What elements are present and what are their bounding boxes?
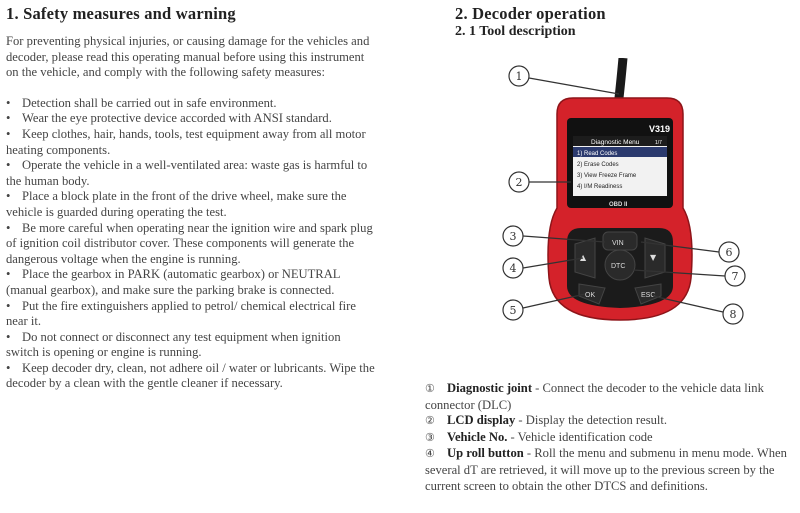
esc-button-label: ESC — [641, 292, 656, 299]
bullet-item: • Operate the vehicle in a well-ventilated area: waste gas is harmful to the human body. — [6, 158, 368, 188]
tool-legend — [425, 381, 795, 494]
safety-section — [6, 4, 376, 392]
callout-5: 5 — [509, 304, 517, 317]
brand-label: OBD II — [609, 202, 628, 208]
cable-icon — [619, 58, 623, 98]
intro-paragraph: For preventing physical injuries, or causing damage for the vehicles and decoder, please read this operating manual before using this instrument on the vehicle, and comply with the following safety measures: — [6, 34, 370, 80]
bullet-icon: • — [6, 111, 11, 126]
screen-header: Diagnostic Menu — [591, 139, 640, 146]
bullet-item: • Put the fire extinguishers applied to petrol/ chemical electrical fire near it. — [6, 298, 356, 329]
bullet-icon: • — [6, 267, 11, 282]
callout-4: 4 — [509, 262, 517, 275]
legend-item: ③ Vehicle No. - Vehicle identification code — [425, 429, 653, 444]
vin-button-label: VIN — [612, 240, 624, 247]
bullet-item: • Place a block plate in the front of the drive wheel, make sure the vehicle is guarded during operating the test. — [6, 189, 347, 219]
legend-item: ① Diagnostic joint - Connect the decoder to the vehicle data link connector (DLC) — [425, 381, 764, 412]
callout-3: 3 — [509, 230, 517, 243]
down-arrow-icon: ▼ — [650, 253, 657, 262]
bullet-icon: • — [6, 360, 11, 375]
legend-item: ④ Up roll button - Roll the menu and submenu in menu mode. When several dT are retrieved, it will move up to the previous screen by the current screen to obtain the other DTCS and definitions. — [425, 446, 787, 493]
callout-2: 2 — [515, 176, 523, 189]
bullet-icon: • — [6, 95, 11, 110]
callout-6: 6 — [725, 246, 733, 259]
decoder-section — [425, 4, 795, 40]
section-title: 2. Decoder operation — [455, 4, 606, 23]
dtc-button-label: DTC — [611, 263, 626, 270]
up-arrow-icon: ▲ — [580, 253, 587, 262]
menu-item-im-readiness: 4) I/M Readiness — [577, 184, 623, 190]
bullet-item: • Detection shall be carried out in safe environment. — [6, 95, 277, 110]
ok-button-label: OK — [585, 292, 596, 299]
legend-item: ② LCD display - Display the detection result. — [425, 413, 668, 428]
callout-7: 7 — [731, 270, 739, 283]
obd-scanner-diagram — [495, 58, 785, 328]
bullet-icon: • — [6, 298, 11, 313]
bullet-icon: • — [6, 126, 11, 141]
bullet-item: • Do not connect or disconnect any test equipment when ignition switch is opening or engine is running. — [6, 329, 341, 360]
bullet-icon: • — [6, 220, 11, 235]
menu-item-erase-codes: 2) Erase Codes — [577, 162, 619, 168]
bullet-item: • Wear the eye protective device accorded with ANSI standard. — [6, 111, 332, 126]
bullet-item: • Place the gearbox in PARK (automatic gearbox) or NEUTRAL (manual gearbox), and make sure the parking brake is connected. — [6, 267, 341, 297]
screen-page: 1/7 — [655, 140, 662, 146]
menu-item-freeze-frame: 3) View Freeze Frame — [577, 173, 637, 179]
bullet-icon: • — [6, 329, 11, 344]
bullet-icon: • — [6, 189, 11, 204]
bullet-item: • Be more careful when operating near the ignition wire and spark plug of ignition coil distributor cover. These components will generate the dangerous voltage when the engine is running. — [6, 220, 373, 266]
section-title: 1. Safety measures and warning — [6, 4, 236, 23]
bullet-item: • Keep decoder dry, clean, not adhere oil / water or lubricants. Wipe the decoder by a clean with the gentle cleaner if necessary. — [6, 360, 375, 391]
device-illustration — [495, 58, 785, 328]
callout-1: 1 — [515, 70, 523, 83]
callout-8: 8 — [729, 308, 737, 321]
model-label: V319 — [649, 124, 671, 134]
safety-bullets — [6, 96, 376, 392]
bullet-icon: • — [6, 158, 11, 173]
menu-item-read-codes: 1) Read Codes — [577, 151, 618, 157]
bullet-item: • Keep clothes, hair, hands, tools, test equipment away from all motor heating components. — [6, 126, 366, 157]
section-subtitle: 2. 1 Tool description — [455, 24, 576, 39]
